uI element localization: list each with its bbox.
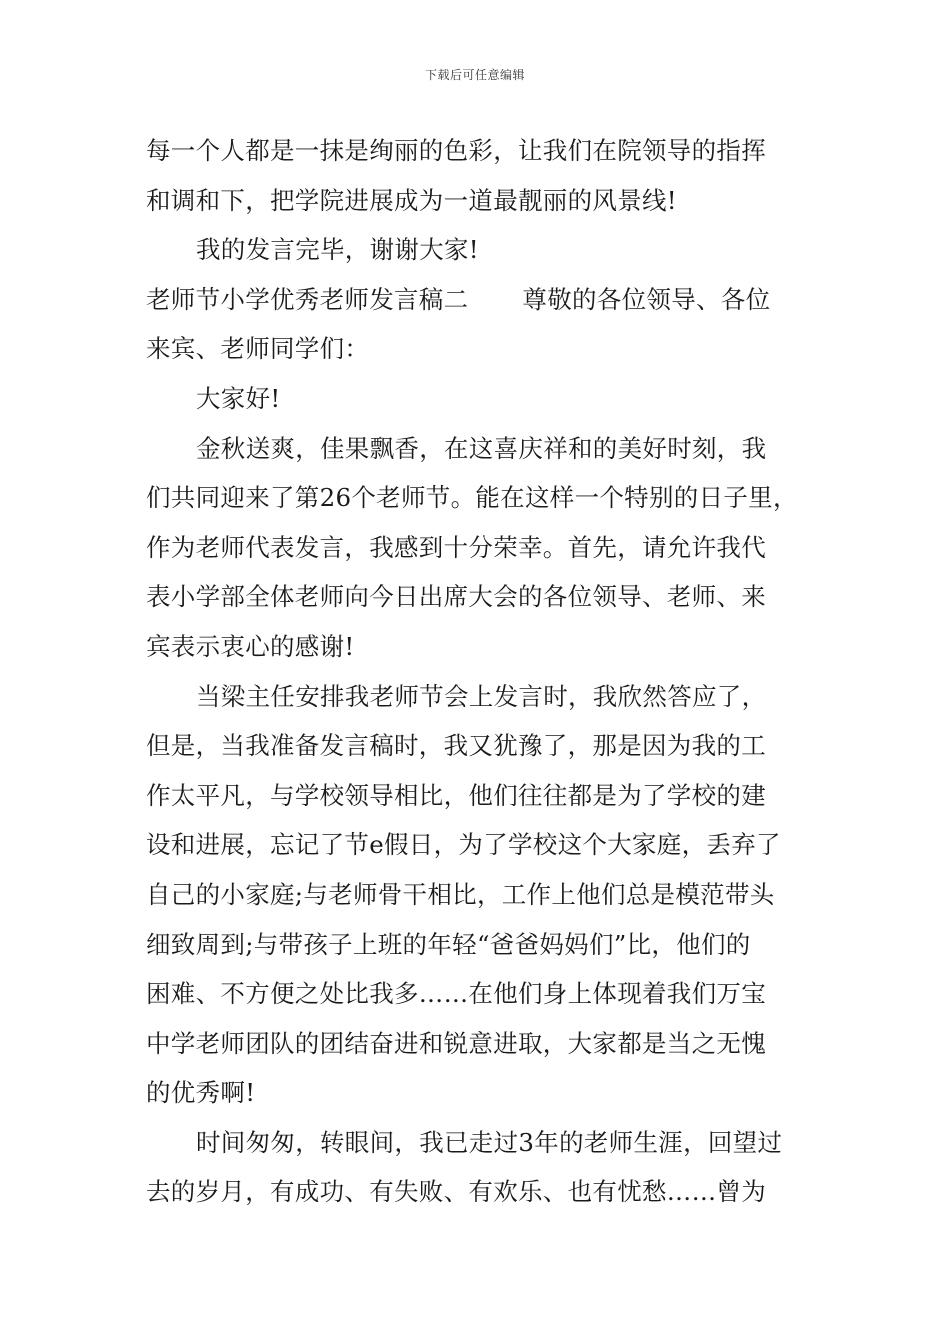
greeting: 大家好! (196, 383, 281, 413)
text-line: 宾表示衷心的感谢! (146, 631, 355, 661)
text-line: 去的岁月，有成功、有失败、有欢乐、也有忧愁……曾为 (146, 1177, 766, 1207)
text-line: 设和进展，忘记了节e假日，为了学校这个大家庭，丢弃了 (146, 830, 781, 860)
text-line: 的优秀啊! (146, 1078, 256, 1108)
text-line: 们共同迎来了第26个老师节。能在这样一个特别的日子里， (146, 483, 798, 513)
page-header: 下载后可任意编辑 (424, 68, 525, 82)
text-line: 当梁主任安排我老师节会上发言时，我欣然答应了， (196, 681, 767, 711)
text-line: 中学老师团队的团结奋进和锐意进取，大家都是当之无愧 (146, 1028, 766, 1058)
text-line: 但是，当我准备发言稿时，我又犹豫了，那是因为我的工 (146, 731, 766, 761)
speech-title-line (146, 275, 810, 325)
text-line: 来宾、老师同学们： (146, 334, 370, 364)
salutation-start: 尊敬的各位领导、各位 (522, 284, 771, 314)
text-line: 金秋送爽，佳果飘香，在这喜庆祥和的美好时刻，我 (196, 433, 767, 463)
document-body (146, 126, 810, 1217)
text-line: 和调和下，把学院进展成为一道最靓丽的风景线! (146, 185, 677, 215)
text-line: 困难、不方便之处比我多……在他们身上体现着我们万宝 (146, 979, 766, 1009)
text-line: 作为老师代表发言，我感到十分荣幸。首先，请允许我代 (146, 532, 766, 562)
text-line: 表小学部全体老师向今日出席大会的各位领导、老师、来 (146, 582, 766, 612)
text-line: 时间匆匆，转眼间，我已走过3年的老师生涯，回望过 (196, 1127, 783, 1157)
speech-title: 老师节小学优秀老师发言稿二 (146, 284, 469, 314)
text-line: 每一个人都是一抹是绚丽的色彩，让我们在院领导的指挥 (146, 136, 766, 165)
text-line: 细致周到;与带孩子上班的年轻“爸爸妈妈们”比，他们的 (146, 929, 751, 959)
text-line: 自己的小家庭;与老师骨干相比，工作上他们总是模范带头 (146, 879, 775, 909)
text-line: 我的发言完毕，谢谢大家! (196, 235, 479, 265)
text-line: 作太平凡，与学校领导相比，他们往往都是为了学校的建 (146, 780, 766, 810)
